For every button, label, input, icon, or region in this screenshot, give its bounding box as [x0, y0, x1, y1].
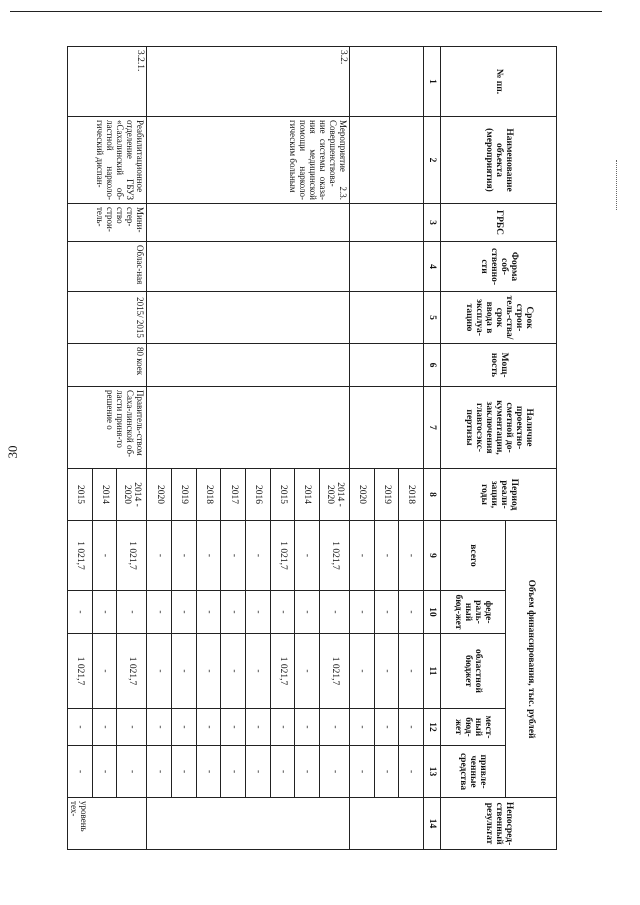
- total-cell: -: [92, 521, 117, 591]
- regional-cell: -: [350, 634, 375, 709]
- edge-mark: [616, 160, 620, 210]
- total-cell: -: [221, 521, 246, 591]
- object-power: 80 коек: [68, 344, 147, 387]
- rotated-table-wrapper: [67, 46, 557, 849]
- colnum-13: 13: [424, 746, 441, 798]
- object-name: Реабилитационное отделение ГБУЗ «Сахалинский об-ластной нарколо-гический диспан-: [68, 117, 147, 204]
- measure-power: [147, 344, 350, 387]
- federal-cell: -: [172, 591, 197, 634]
- header-docs: Наличие проектно-сметной до-кументации, заключения главгосэкс-пертизы: [441, 387, 557, 469]
- regional-cell: -: [374, 634, 399, 709]
- period-cell: 2020: [350, 469, 375, 521]
- measure-term: [147, 292, 350, 344]
- period-cell: 2017: [221, 469, 246, 521]
- regional-cell: 1 021,7: [117, 634, 147, 709]
- cont-docs: [350, 387, 424, 469]
- header-period: Период реали-зации, годы: [441, 469, 557, 521]
- federal-cell: -: [374, 591, 399, 634]
- local-cell: -: [350, 709, 375, 746]
- header-federal: феде-раль-ный бюд-жет: [441, 591, 505, 634]
- colnum-14: 14: [424, 798, 441, 850]
- measure-docs: [147, 387, 350, 469]
- page-number: 30: [5, 445, 20, 459]
- cont-name: [350, 117, 424, 204]
- colnum-6: 6: [424, 344, 441, 387]
- header-grbs: ГРБС: [441, 204, 557, 242]
- total-cell: 1 021,7: [270, 521, 295, 591]
- measure-form: [147, 242, 350, 292]
- total-cell: 1 021,7: [320, 521, 350, 591]
- federal-cell: -: [92, 591, 117, 634]
- object-term: 2015/ 2015: [68, 292, 147, 344]
- attracted-cell: -: [196, 746, 221, 798]
- attracted-cell: -: [92, 746, 117, 798]
- total-cell: 1 021,7: [117, 521, 147, 591]
- header-term: Срок строи-тель-ства/срок ввода в эксплуа-тацию: [441, 292, 557, 344]
- header-result: Непосред-ственный результат: [441, 798, 557, 850]
- local-cell: -: [320, 709, 350, 746]
- colnum-7: 7: [424, 387, 441, 469]
- attracted-cell: -: [270, 746, 295, 798]
- regional-cell: -: [399, 634, 424, 709]
- total-cell: -: [350, 521, 375, 591]
- federal-cell: -: [270, 591, 295, 634]
- total-cell: -: [246, 521, 271, 591]
- local-cell: -: [295, 709, 320, 746]
- regional-cell: -: [92, 634, 117, 709]
- period-cell: 2018: [399, 469, 424, 521]
- period-cell: 2020: [147, 469, 172, 521]
- colnum-4: 4: [424, 242, 441, 292]
- colnum-12: 12: [424, 709, 441, 746]
- total-cell: -: [295, 521, 320, 591]
- colnum-11: 11: [424, 634, 441, 709]
- attracted-cell: -: [246, 746, 271, 798]
- local-cell: -: [92, 709, 117, 746]
- attracted-cell: -: [350, 746, 375, 798]
- local-cell: -: [147, 709, 172, 746]
- header-form: Форма соб-ственно-сти: [441, 242, 557, 292]
- regional-cell: 1 021,7: [270, 634, 295, 709]
- attracted-cell: -: [399, 746, 424, 798]
- attracted-cell: -: [147, 746, 172, 798]
- local-cell: -: [246, 709, 271, 746]
- local-cell: -: [196, 709, 221, 746]
- financing-table: [67, 46, 557, 850]
- federal-cell: -: [68, 591, 93, 634]
- total-cell: -: [374, 521, 399, 591]
- top-rule: [10, 11, 602, 12]
- federal-cell: -: [196, 591, 221, 634]
- period-cell: 2019: [172, 469, 197, 521]
- total-cell: -: [196, 521, 221, 591]
- local-cell: -: [117, 709, 147, 746]
- header-regional: областной бюджет: [441, 634, 505, 709]
- regional-cell: -: [172, 634, 197, 709]
- local-cell: -: [399, 709, 424, 746]
- period-cell: 2015: [270, 469, 295, 521]
- local-cell: -: [270, 709, 295, 746]
- regional-cell: 1 021,7: [68, 634, 93, 709]
- federal-cell: -: [295, 591, 320, 634]
- attracted-cell: -: [320, 746, 350, 798]
- cont-result: [350, 798, 424, 850]
- colnum-1: 1: [424, 47, 441, 117]
- local-cell: -: [374, 709, 399, 746]
- header-attracted: привле-ченные средства: [441, 746, 505, 798]
- total-cell: 1 021,7: [68, 521, 93, 591]
- total-cell: -: [147, 521, 172, 591]
- federal-cell: -: [117, 591, 147, 634]
- federal-cell: -: [147, 591, 172, 634]
- regional-cell: -: [196, 634, 221, 709]
- object-grbs: Мини-стер-ство строи-тель-: [68, 204, 147, 242]
- colnum-8: 8: [424, 469, 441, 521]
- object-number: 3.2.1.: [68, 47, 147, 117]
- header-name: Наименование объекта (мероприятия): [441, 117, 557, 204]
- federal-cell: -: [320, 591, 350, 634]
- measure-number: 3.2.: [147, 47, 350, 117]
- period-cell: 2019: [374, 469, 399, 521]
- object-form: Облас-ная: [68, 242, 147, 292]
- attracted-cell: -: [295, 746, 320, 798]
- regional-cell: -: [295, 634, 320, 709]
- header-no: № пп.: [441, 47, 557, 117]
- period-cell: 2016: [246, 469, 271, 521]
- measure-result: [147, 798, 350, 850]
- federal-cell: -: [221, 591, 246, 634]
- object-result: уровень тех-: [68, 798, 147, 850]
- period-cell: 2014: [92, 469, 117, 521]
- measure-name: Мероприятие 2.3. Совершенствова-ние системы оказа-ния медицинской помощи нарколо-гическим больным: [147, 117, 350, 204]
- colnum-3: 3: [424, 204, 441, 242]
- local-cell: -: [68, 709, 93, 746]
- colnum-5: 5: [424, 292, 441, 344]
- header-funding: Объем финансирования, тыс. рублей: [505, 521, 556, 798]
- regional-cell: -: [246, 634, 271, 709]
- cont-no: [350, 47, 424, 117]
- federal-cell: -: [399, 591, 424, 634]
- federal-cell: -: [350, 591, 375, 634]
- cont-term: [350, 292, 424, 344]
- regional-cell: 1 021,7: [320, 634, 350, 709]
- header-total: всего: [441, 521, 505, 591]
- colnum-2: 2: [424, 117, 441, 204]
- total-cell: -: [399, 521, 424, 591]
- colnum-10: 10: [424, 591, 441, 634]
- cont-grbs: [350, 204, 424, 242]
- header-power: Мощ-ность: [441, 344, 557, 387]
- period-cell: 2014 - 2020: [117, 469, 147, 521]
- measure-grbs: [147, 204, 350, 242]
- period-cell: 2015: [68, 469, 93, 521]
- colnum-9: 9: [424, 521, 441, 591]
- federal-cell: -: [246, 591, 271, 634]
- attracted-cell: -: [172, 746, 197, 798]
- cont-power: [350, 344, 424, 387]
- total-cell: -: [172, 521, 197, 591]
- local-cell: -: [172, 709, 197, 746]
- attracted-cell: -: [117, 746, 147, 798]
- period-cell: 2014: [295, 469, 320, 521]
- local-cell: -: [221, 709, 246, 746]
- regional-cell: -: [147, 634, 172, 709]
- object-docs: Правитель-ством Саха-линской об-ласти приня-то решение о: [68, 387, 147, 469]
- regional-cell: -: [221, 634, 246, 709]
- period-cell: 2018: [196, 469, 221, 521]
- period-cell: 2014 - 2020: [320, 469, 350, 521]
- cont-form: [350, 242, 424, 292]
- attracted-cell: -: [68, 746, 93, 798]
- attracted-cell: -: [221, 746, 246, 798]
- attracted-cell: -: [374, 746, 399, 798]
- header-local: мест-ный бюд-жет: [441, 709, 505, 746]
